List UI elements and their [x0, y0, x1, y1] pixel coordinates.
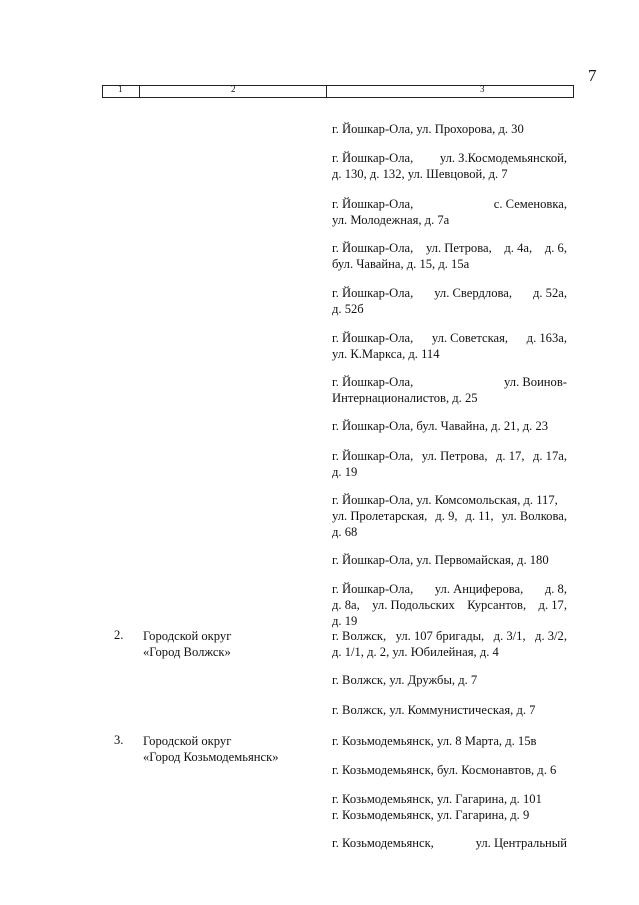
district-name — [143, 733, 279, 765]
address-line — [332, 733, 567, 749]
address-line — [332, 121, 567, 137]
header-divider — [326, 85, 327, 98]
address-text: ул. Анциферова, — [434, 582, 524, 596]
address-entry — [332, 835, 567, 851]
address-text: д. 52а, — [532, 286, 567, 300]
address-text: г. Йошкар-Ола, ул. Комсомольская, д. 117, — [332, 493, 558, 507]
address-text: с. Семеновка, — [493, 197, 567, 211]
row-number: 2. — [114, 628, 124, 642]
address-text: г. Волжск, — [332, 629, 387, 643]
address-text: г. Йошкар-Ола, ул. Прохорова, д. 30 — [332, 122, 524, 136]
address-text: д. 8а, — [332, 598, 360, 612]
address-line — [332, 374, 567, 390]
page-number: 7 — [588, 66, 597, 85]
address-text: ул. Центральный — [475, 836, 567, 850]
header-divider — [573, 85, 574, 98]
address-line — [332, 762, 567, 778]
address-entry — [332, 330, 567, 362]
address-text: д. 8, — [544, 582, 567, 596]
district-name — [143, 628, 231, 660]
address-line — [332, 330, 567, 346]
address-text: г. Йошкар-Ола, бул. Чавайна, д. 21, д. 23 — [332, 419, 549, 433]
address-text: ул. Свердлова, — [434, 286, 513, 300]
address-text: г. Йошкар-Ола, — [332, 331, 414, 345]
address-text: г. Козьмодемьянск, ул. Гагарина, д. 101 — [332, 792, 542, 806]
address-entry — [332, 791, 567, 823]
address-text: г. Козьмодемьянск, — [332, 836, 434, 850]
address-entry — [332, 196, 567, 228]
address-line: д. 130, д. 132, ул. Шевцовой, д. 7 — [332, 167, 508, 181]
header-divider — [139, 85, 140, 98]
address-line — [332, 552, 567, 568]
address-text: д. 9, — [435, 509, 458, 523]
address-line — [332, 196, 567, 212]
row-number: 3. — [114, 733, 124, 747]
district-name-line: «Город Козьмодемьянск» — [143, 750, 279, 764]
address-text: г. Йошкар-Ола, — [332, 241, 414, 255]
address-text: ул. Подольских — [372, 598, 455, 612]
district-name-line: Городской округ — [143, 734, 232, 748]
address-text: ул. Пролетарская, — [332, 509, 428, 523]
address-line: бул. Чавайна, д. 15, д. 15а — [332, 257, 470, 271]
address-entry — [332, 448, 567, 480]
address-line: д. 1/1, д. 2, ул. Юбилейная, д. 4 — [332, 645, 499, 659]
address-line: д. 19 — [332, 614, 358, 628]
address-text: д. 163а, — [526, 331, 567, 345]
address-text: ул. Петрова, — [425, 241, 492, 255]
address-line: г. Козьмодемьянск, ул. Гагарина, д. 9 — [332, 808, 530, 822]
address-line — [332, 702, 567, 718]
address-text: г. Волжск, ул. Коммунистическая, д. 7 — [332, 703, 536, 717]
address-entry — [332, 150, 567, 182]
address-line — [332, 492, 567, 508]
address-text: д. 3/1, — [493, 629, 526, 643]
address-text: д. 17а, — [532, 449, 567, 463]
address-text: ул. 107 бригады, — [395, 629, 485, 643]
address-text: д. 4а, — [504, 241, 533, 255]
address-entry — [332, 762, 567, 778]
address-entry — [332, 733, 567, 749]
address-line — [332, 418, 567, 434]
header-bottom-rule — [102, 97, 574, 98]
address-text: г. Волжск, ул. Дружбы, д. 7 — [332, 673, 478, 687]
address-line — [332, 150, 567, 166]
address-entry — [332, 418, 567, 434]
column-number-2: 2 — [231, 84, 236, 94]
address-entry — [332, 374, 567, 406]
address-line — [332, 628, 567, 644]
address-entry — [332, 121, 567, 137]
address-line — [332, 835, 567, 851]
address-text: г. Йошкар-Ола, — [332, 286, 414, 300]
address-text: г. Йошкар-Ола, — [332, 449, 414, 463]
address-text: Курсантов, — [467, 598, 527, 612]
header-top-rule — [102, 85, 574, 86]
address-entry — [332, 702, 567, 718]
address-text: д. 6, — [544, 241, 567, 255]
district-name-line: «Город Волжск» — [143, 645, 231, 659]
address-text: д. 11, — [465, 509, 494, 523]
address-text: ул. Волкова, — [501, 509, 567, 523]
address-line: ул. К.Маркса, д. 114 — [332, 347, 440, 361]
address-line: д. 19 — [332, 465, 358, 479]
address-entry — [332, 285, 567, 317]
address-text: г. Козьмодемьянск, ул. 8 Марта, д. 15в — [332, 734, 537, 748]
address-line: д. 52б — [332, 302, 364, 316]
address-line — [332, 581, 567, 597]
address-text: д. 17, — [496, 449, 525, 463]
address-text: г. Йошкар-Ола, ул. Первомайская, д. 180 — [332, 553, 549, 567]
district-name-line: Городской округ — [143, 629, 232, 643]
address-entry — [332, 552, 567, 568]
address-line — [332, 597, 567, 613]
address-text: д. 17, — [538, 598, 567, 612]
address-line: ул. Молодежная, д. 7а — [332, 213, 450, 227]
address-text: ул. Воинов- — [504, 375, 567, 389]
address-line: Интернационалистов, д. 25 — [332, 391, 478, 405]
address-line: д. 68 — [332, 525, 358, 539]
address-line — [332, 508, 567, 524]
address-entry — [332, 581, 567, 629]
column-number-3: 3 — [480, 84, 485, 94]
address-line — [332, 240, 567, 256]
address-line — [332, 448, 567, 464]
address-line — [332, 285, 567, 301]
address-text: г. Йошкар-Ола, — [332, 151, 414, 165]
address-text: ул. Советская, — [431, 331, 509, 345]
header-divider — [102, 85, 103, 98]
address-text: д. 3/2, — [535, 629, 567, 643]
address-line — [332, 791, 567, 807]
address-line — [332, 672, 567, 688]
address-text: ул. З.Космодемьянской, — [439, 151, 567, 165]
address-text: г. Йошкар-Ола, — [332, 582, 414, 596]
address-entry — [332, 492, 567, 540]
address-entry — [332, 240, 567, 272]
address-text: г. Йошкар-Ола, — [332, 375, 414, 389]
address-entry — [332, 628, 567, 660]
address-text: г. Козьмодемьянск, бул. Космонавтов, д. 6 — [332, 763, 557, 777]
column-number-1: 1 — [118, 84, 123, 94]
address-text: ул. Петрова, — [421, 449, 488, 463]
address-text: г. Йошкар-Ола, — [332, 197, 414, 211]
address-entry — [332, 672, 567, 688]
